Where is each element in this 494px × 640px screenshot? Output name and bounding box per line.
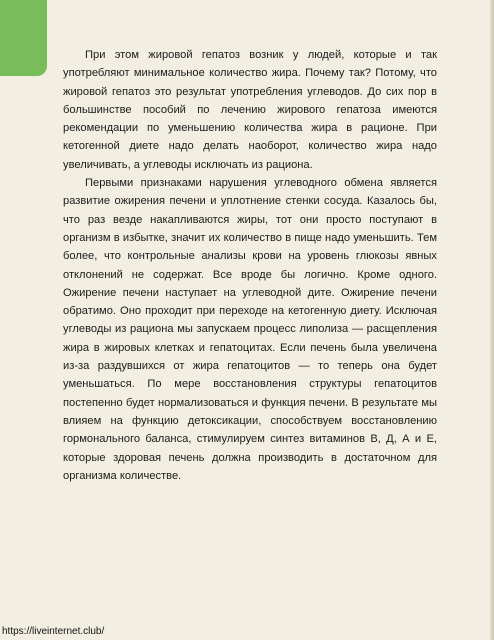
page-edge bbox=[490, 0, 494, 640]
paragraph-1: При этом жировой гепатоз возник у людей, которые и так употребляют минимальное количество жира. Почему так? Потому, что жировой гепатоз это результат употребления углеводов. До сих пор в большинстве пособий по лечению жирового гепатоза имеются рекомендации по уменьшению количества жира в рационе. При кетогенной диете надо делать наоборот, количество жира надо увеличивать, а углеводы исключать из рациона. bbox=[63, 49, 437, 171]
paragraph-2: Первыми признаками нарушения углеводного обмена является развитие ожирения печени и уплотнение стенки сосуда. Казалось бы, что раз везде накапливаются жиры, тот они просто поступают в организм в избытке, значит их количество в пище надо уменьшить. Тем более, что контрольные анализы крови на уровень глюкозы явных отклонений не содержат. Все вроде бы логично. Кроме одного. Ожирение печени наступает на углеводной дите. Ожирение печени обратимо. Оно проходит при переходе на кетогенную диету. Исключая углеводы из рациона мы запускаем процесс липолиза — расщепления жира в жировых клетках и гепатоцитах. Если печень была увеличена из-за раздувшихся от жира гепатоцитов — то теперь она будет уменьшаться. По мере восстановления структуры гепатоцитов постепенно будет нормализоваться и функция печени. В результате мы влияем на функцию детоксикации, способствуем восстановлению гормонального баланса, стимулируем синтез витаминов В, Д, А и Е, которые здоровая печень должна производить в достаточном для организма количестве. bbox=[63, 177, 437, 482]
article-body bbox=[63, 46, 437, 485]
source-url: https://liveinternet.club/ bbox=[2, 626, 105, 637]
green-corner-tab bbox=[0, 0, 47, 76]
